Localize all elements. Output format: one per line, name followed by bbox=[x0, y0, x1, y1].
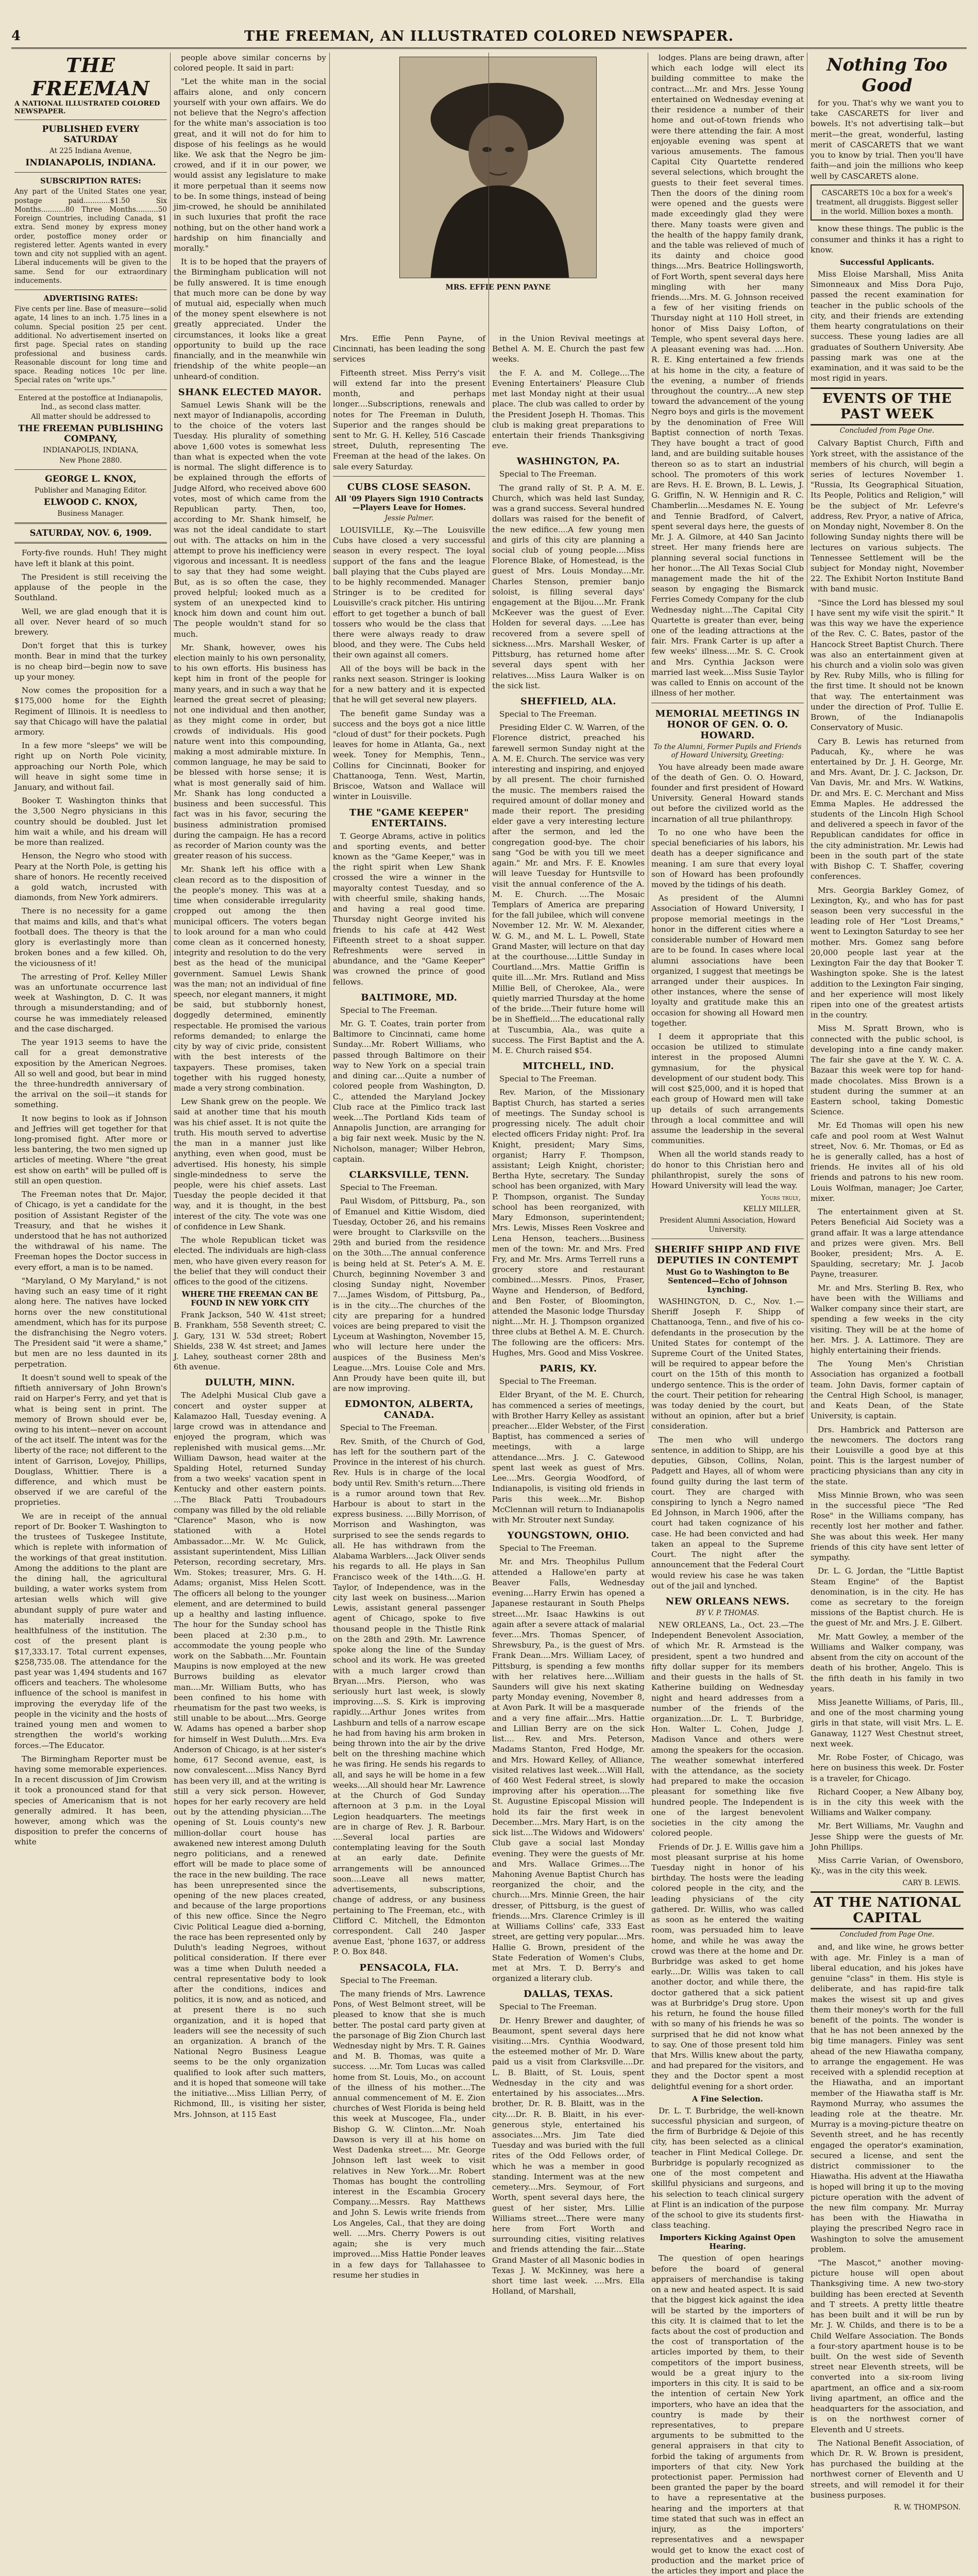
paragraph: NEW ORLEANS, La., Oct. 23.—The Independent Benevolent Association, of which Mr. R. Armstead is the president, spent a two hundred and fifty dollar supper for its members and their guests in the halls of St. Katherine building on Wednesday night and heard addresses from a number of the friends of the organization....Dr. L. T. Burbridge, Hon. Walter L. Cohen, Judge J. Madison Vance and others were among the speakers for the occasion. The weather somewhat interfered with the attendance, as the society had prepared to make the occasion pleasant for something like five hundred people. The Independent is one of the largest benevolent societies in the city among the colored people. bbox=[651, 1620, 804, 1838]
paragraph: people above similar concerns by colored people. It said in part: bbox=[174, 53, 326, 73]
paragraph: Special to The Freeman. bbox=[499, 2002, 597, 2012]
flag-subtitle: A NATIONAL ILLUSTRATED COLORED NEWSPAPER. bbox=[14, 100, 160, 115]
paragraph: The Young Men's Christian Association has organized a football team. John Davis, former captain of the Central High School, is manager, and Keats Dean, of the State University, is captain. bbox=[811, 1359, 964, 1421]
headline-new-orleans: NEW ORLEANS NEWS. bbox=[665, 1596, 790, 1607]
paragraph: It now begins to look as if Johnson and Jeffries will get together for that long-promised fight. After more or less bantering, the two men signed up articles of meeting. Where "the great est show on earth" will be pulled off is still an open question. bbox=[14, 1113, 167, 1185]
headline-applicants: Successful Applicants. bbox=[840, 258, 934, 267]
paragraph: "Since the Lord has blessed my soul I have sent my wife visit the spirit." It was this way we have the experience of the Rev. C. C. Bates, pastor of the Hancock Street Baptist Church. There was also an entertainment given at his church and a violin solo was given by Rev. Ruby Mills, who is filling for the first time. It should not be known that way. The entertainment was under the direction of Prof. Tullie E. Brown, of the Indianapolis Conservatory of Music. bbox=[811, 598, 964, 733]
paragraph: It doesn't sound well to speak of the fiftieth anniversary of John Brown's raid on Harper's Ferry, and yet that is what is being sent in print. The memory of Brown should ever be, owing to his intent—never on account of the act itself. The intent was for the liberty of the race; not different to the intent of Garrison, Lovejoy, Phillips, Douglass, Whittier. There is a difference, and which must be observed if we are careful of the proprieties. bbox=[14, 1372, 167, 1507]
paragraph: the F. A. and M. College....The Evening Entertainers' Pleasure Club met last Monday night at their usual place. The club was called to order by the President Joseph H. Thomas. This club is making great preparations to entertain their friends Thanksgiving eve. bbox=[492, 368, 645, 451]
headline-importers: Importers Kicking Against Open Hearing. bbox=[660, 2233, 796, 2251]
paragraph: Booker T. Washington thinks that the 3,500 Negro physicians in this country should be doubled. Just let him wait a while, and his dream will be more than realized. bbox=[14, 796, 167, 848]
subscription-heading: SUBSCRIPTION RATES: bbox=[40, 177, 141, 186]
paragraph: Special to The Freeman. bbox=[340, 1975, 437, 1985]
subhead-sheriff: Must Go to Washington to Be Sentenced—Echo of Johnson Lynching. bbox=[666, 1267, 789, 1294]
paragraph: When all the world stands ready to do honor to this Christian hero and philanthropist, surely the sons of Howard University will lead the way. bbox=[651, 1149, 804, 1191]
paragraph: Special to The Freeman. bbox=[340, 1183, 437, 1193]
publisher: GEORGE L. KNOX, bbox=[45, 473, 137, 484]
paragraph: Richard Cooper, a New Albany boy, is in the city this week with the Williams and Walker company. bbox=[811, 1787, 964, 1818]
paragraph: Mr. Robe Foster, of Chicago, was here on business this week. Dr. Foster is a traveler, for Chicago. bbox=[811, 1753, 964, 1783]
advertising-text: Five cents per line. Base of measure—solid agate, 14 lines to an inch. 1.75 lines in a column. Special position 25 per cent. additional. No advertisement inserted on first page. Special rates on standing professional and business cards. Reasonable discount for long time and space. Reading notices 10c per line. Special rates on "write ups." bbox=[14, 305, 167, 385]
ad-text: for you. That's why we want you to take CASCARETS for liver and bowels. It's not advertising talk—but merit—the great, wonderful, lasting merit of CASCARETS that we want you to know by trial. Then you'll have faith—and join the millions who keep well by CASCARETS alone. bbox=[811, 98, 964, 181]
paragraph: I deem it appropriate that this occasion be utilized to stimulate interest in the proposed Alumni gymnasium, for the physical development of our student body. This will cost $25,000, and it is hoped that each group of Howard men will take up details of such arrangements through a local committee and will assume the leadership in the several communities. bbox=[651, 1032, 804, 1146]
paragraph: Miss Minnie Brown, who was seen in the successful piece "The Red Rose" in the Williams company, has recently lost her mother and father. She was about this week. Her many friends of this city have sent letter of sympathy. bbox=[811, 1490, 964, 1563]
manager: ELWOOD C. KNOX, bbox=[43, 497, 138, 508]
ad-box: CASCARETS 10c a box for a week's treatment, all druggists. Biggest seller in the world. Million boxes a month. bbox=[811, 184, 964, 221]
paragraph: Dr. Henry Brewer and daughter, of Beaumont, spent several days here visiting....Mrs. Cynthia Woodward, the esteemed mother of Mr. D. Ware paid us a visit from Clarksville....Dr. L. B. Blaitt, of St. Louis, spent Wednesday in the city and was entertained by his associates....Mrs. brother, Dr. R. B. Blaitt, was in the city....Dr. R. B. Blaitt, in his ever-generous style, entertained his associates....Mrs. Jim Tate died Tuesday and was buried with the full rites of the Odd Fellows order, of which he was a member in good standing. Interment was at the new cemetery....Mrs. Seymour, of Fort Worth, spent several days here, the guest of her sister, Mrs. Lillie Williams street....There were many here from Fort Worth and surrounding cities, visiting relatives and friends attending the fair....State Grand Master of all Masonic bodies in Texas J. W. McKinney, was here a short time last week. ....Mrs. Ella Holland, of Marshall, bbox=[492, 2015, 645, 2296]
paragraph: Mr. G. T. Coates, train porter from Baltimore to Cincinnati, came home Sunday....Mr. Robert Williams, who passed through Baltimore on their way to New York on a special train and dining car....Quite a number of colored people from Washington, D. C., attended the Maryland Jockey Club race at the Pimlico track last week....The Portland Kids team of Annapolis Junction, are arranging for a big fair next week. Music by the N. Nicholson, manager; Wilber Hebron, captain. bbox=[333, 1019, 485, 1164]
paragraph: Calvary Baptist Church, Fifth and York street, with the assistance of the members of his church, will begin a series of lectures November 1. "Russia, Its Geographical Situation, Its People, Politics and Religion," will be the subject of Mr. Lefevre's address, Rev. Pryor, a native of Africa, on Monday night, November 8. On the following Sunday nights there will be lectures on various subjects. The Tennessee Settlement will be the subject for Monday night, November 22. The Exhibit Norton Institute Band with band music. bbox=[811, 438, 964, 594]
paragraph: Dr. L. G. Jordan, the "Little Baptist Steam Engine" of the Baptist denomination, is in the city. He has come as secretary to the foreign missions of the Baptist church. He is the guest of Mr. and Mrs. J. E. Gilbert. bbox=[811, 1566, 964, 1628]
issue-date: SATURDAY, NOV. 6, 1909. bbox=[29, 528, 152, 538]
paragraph: All of the boys will be back in the ranks next season. Stringer is looking for a new battery and it is expected that he will get several new players. bbox=[333, 664, 485, 705]
paragraph: The grand rally of St. P. A. M. E. Church, which was held last Sunday, was a grand success. Several hundred dollars was raised for the benefit of the new edifice....A few young men and girls of this city are planning a social club of young people....Miss Florence Blake, of Homestead, is the guest of Mrs. Louis Monday....Mr. Charles Stenson, premier banjo soloist, is filling several days' engagement at the Bijou....Mr. Frank McKeever was the guest of Ever. Holden for several days. ....Lee has recovered from a severe spell of sickness....Mrs. Marshall Wesker, of Pittsburg, has returned home after several days spent with her relatives....Miss Laura Walker is on the sick list. bbox=[492, 483, 645, 690]
byline-cubs: Jessie Palmer. bbox=[384, 514, 434, 522]
headline-mitchell: MITCHELL, IND. bbox=[522, 1061, 614, 1072]
signature-closing: Yours truly, bbox=[761, 1194, 801, 1202]
editorial-paragraphs bbox=[14, 548, 167, 1847]
paragraph: "Maryland, O My Maryland," is not having such an easy time of it right along here. The natives have locked horns over the new constitutional amendment, which has for its purpose the disfranchising the Negro voters. The President said "it were a shame," but men are no less daunted in its perpetration. bbox=[14, 1276, 167, 1369]
paragraph: Rev. Smith, of the Church of God, has left for the southern part of the Province in the interest of his church. Rev. Huls is in charge of the local body until Rev. Smith's return....There is a rumor around town that Rev. Harbour is about to start in the express business. ....Billy Morrison, of Morrison and Washington, was surprised to see the sends regards to all. He has withdrawn from the Alabama Warblers....Jack Oliver sends his regards to all. He plays in San Francisco week of the 14th....G. H. Taylor, of Independence, was in the city last week on business....Marion Lewis, assistant general passenger agent of Chicago, spoke to five thousand people in the Thistle Rink on the 28th and 29th. Mr. Lawrence spoke along the line of the Sunday school and its work. He was greeted with a much larger crowd than Bryan....Mrs. Pierson, who was seriously hurt last week, is slowly improving....S. S. Kirk is improving rapidly....Arthur Jones writes from Lashburn and tells of a narrow escape he had from having his arm broken in being thrown into the air by the drive belt on the threshing machine which he was firing. He sends his regards to all, and says he will be home in a few weeks....All should hear Mr. Lawrence at the Church of God Sunday afternoon at 3 p.m. in the Loyal Legion headquarters. The meetings are in charge of Rev. J. R. Barbour. ....Several local parties are contemplating leaving for the South at an early date. Definite arrangements will be announced soon....Leave all news matter, advertisements, subscriptions, change of address, or any business pertaining to The Freeman, etc., with Clifford C. Mitchell, the Edmonton correspondent. Call 240 Jasper avenue East, 'phone 1637, or address P. O. Box 848. bbox=[333, 1436, 485, 1957]
paragraph: Elder Bryant, of the M. E. Church, has commenced a series of meetings, with Brother Harry Kelley as assistant preacher....Elder Webster, of the First Baptist, has commenced a series of meetings, with a large attendance....Mrs. J. C. Gatewood spent last week as guest of Mrs. Lee....Mrs. Georgia Woodford, of Indianapolis, is visiting old friends in Paris this week....Mr. Bishop McClennan will return to Indianapolis with Mr. Strouter next Sunday. bbox=[492, 1390, 645, 1524]
paragraph: Drs. Hambrick and Patterson are the newcomers. The doctors rang their Louisville a good bye at this point. This is the largest number of practicing physicians than any city in the state. bbox=[811, 1425, 964, 1486]
paragraph: Mr. Shank, however, owes his election mainly to his own personality, to his own efforts. His business has kept him in front of the people for many years, and in such a way that he learned the great secret of pleasing; not one individual and then another, as they might come in order, but crowds of individuals. His good nature went into this compounding, making a most admirable mixture. In common language, he may be said to be blessed with horse sense; it is what is most generally said of him. Mr. Shank has long conducted a business and been successful. This fact was in his favor, securing the business administration promised during the campaign. He has a record as recorder of Marion county was the greater reason of his success. bbox=[174, 642, 326, 861]
paragraph: Lew Shank grew on the people. We said at another time that his mouth was his chief asset. It is not quite the truth. His mouth served to advertise the man in a manner just like anything, even when good, must be advertised. His honesty, his simple single-mindedness to serve the people, were his chief assets. Last Tuesday the people decided it that way, and it is thought, in the best interest of the city. The vote was one of confidence in Lew Shank. bbox=[174, 1097, 326, 1231]
paragraph: Mr. Shank left his office with a clean record as to the disposition of the people's money. This was at a time when considerable irregularity cropped out among the then municipal officers. The voters began to look around for a man who could come clean as it concerned honesty, integrity and resolution to do the very best as the head of the municipal government. Samuel Lewis Shank was the man; not an individual of fine speech, nor elegant manners, it might be said, but stubbornly honest, doggedly determined, eminently respectable. He promised the various reforms demanded; to enlarge the city by way of civic pride, consistent with the best interests of the taxpayers. These promises, taken together with his rugged honesty, made a very strong combination. bbox=[174, 865, 326, 1093]
paragraph: The President is still receiving the applause of the people in the Southland. bbox=[14, 572, 167, 603]
city: INDIANAPOLIS, INDIANA. bbox=[25, 158, 156, 168]
headline-paris: PARIS, KY. bbox=[539, 1363, 597, 1375]
paragraph: Miss Jeanette Williams, of Paris, Ill., and one of the most charming young girls in that state, will visit Mrs. L. E. Ganaway, 1127 West Chestnut street, next week. bbox=[811, 1697, 964, 1749]
paragraph: Special to The Freeman. bbox=[499, 469, 597, 479]
paragraph: Miss Carrie Varian, of Owensboro, Ky., was in the city this week. bbox=[811, 1856, 964, 1876]
paragraph: Don't forget that this is turkey month. Bear in mind that the turkey is no cheap bird—begin now to save up your money. bbox=[14, 641, 167, 682]
headline-washington-pa: WASHINGTON, PA. bbox=[516, 456, 620, 467]
signature-events: CARY B. LEWIS. bbox=[902, 1879, 960, 1888]
paragraph: The Birmingham Reporter must be having some memorable experiences. In a recent discussion of Jim Crowism it took a pronounced stand for that species of Americanism that is not generally admired. It has been, however, among which was the disposition to prefer the concerns of white bbox=[14, 1754, 167, 1847]
paragraph: It is to be hoped that the prayers of the Birmingham publication will not be fully answered. It is time enough that much more can be done by way of mutual aid, especially when much of the money spent elsewhere is not greatly appreciated. Under the circumstances, it looks like a great opportunity to build up the race financially, and in the meanwhile win friendship of the white people—an unheard-of condition. bbox=[174, 257, 326, 381]
paragraph: Frank Jackson, 540 W. 41st street; B. Frankham, 558 Seventh street; C. J. Gary, 131 W. 53d street; Robert Shields, 238 W. 4st street; and James J. Lahey, southeast corner 28th and 6th avenue. bbox=[174, 1310, 326, 1372]
paragraph: The National Benefit Association, of which Dr. R. W. Brown is president, has purchased the building at the northwest corner of Eleventh and U streets, and will remodel it for their business purposes. bbox=[811, 2438, 964, 2500]
paragraph: LOUISVILLE, Ky.—The Louisville Cubs have closed a very successful season in every respect. The loyal support of the fans and the league ball playing that the Cubs played are to be highly recommended. Manager Stringer is to be credited for Louisville's crack pitcher. His untiring effort to get together a bunch of ball tossers who would be the class that there were always ready to draw blood, and they were. The Cubs held their own against all comers. bbox=[333, 525, 485, 660]
paragraph: Special to The Freeman. bbox=[499, 1377, 597, 1386]
subhead-cubs: All '09 Players Sign 1910 Contracts—Players Leave for Homes. bbox=[335, 494, 483, 512]
masthead bbox=[11, 25, 967, 49]
signature-capital: R. W. THOMPSON. bbox=[893, 2503, 960, 2512]
company-city: INDIANAPOLIS, INDIANA, bbox=[43, 446, 139, 455]
paragraph: The benefit game Sunday was a success and the boys got a nice little "cloud of dust" for their pockets. Pugh leaves for home in Atlanta, Ga., next week. Toney for Memphis, Tenn., Collins for Cincinnati, Booker for Chattanooga, Tenn. West, Martin, Briscoe, Watson and Wallace will winter in Louisville. bbox=[333, 708, 485, 802]
concluded-capital: Concluded from Page One. bbox=[839, 1930, 935, 1939]
paragraph: Henson, the Negro who stood with Peary at the North Pole, is getting his share of honors. He recently received a gold watch, incrusted with diamonds, from New York admirers. bbox=[14, 851, 167, 903]
address: At 225 Indiana Avenue, bbox=[49, 147, 132, 155]
concluded-events: Concluded from Page One. bbox=[839, 427, 935, 435]
paragraph: Well, we are glad enough that it is all over. Never heard of so much brewery. bbox=[14, 606, 167, 637]
paragraph: There is no necessity for a game that maims and kills, and that's what football does. The theory is that the glory is everlastingly more than broken bones and a few killed. Oh, the viciousness of it! bbox=[14, 906, 167, 968]
headline-cubs: CUBS CLOSE SEASON. bbox=[347, 481, 471, 493]
headline-clarksville: CLARKSVILLE, TENN. bbox=[349, 1170, 469, 1181]
paragraph: Mr. Ed Thomas will open his new cafe and pool room at West Walnut street, Nov. 6. Mr. Thomas, or Ed as he is generally called, has a host of friends. He invites all of his old friends and patrons to his new room. Louis Wolfman, manager; Joe Carter, mixer. bbox=[811, 1121, 964, 1203]
paragraph: lodges. Plans are being drawn, after which each lodge will elect its building committee to make the contract....Mr. and Mrs. Jesse Young entertained on Wednesday evening at their residence a number of their home and out-of-town friends who were there attending the fair. A most enjoyable evening was spent at various amusements. The famous Capital City Quartette rendered several selections, which brought the guests to their feet several times. Then the doors of the dining room were opened and the guests were made exceedingly glad they were there. Many toasts were given and the health of the happy family drank, and the table was relieved of much of its dainty and choice good things....Mrs. Beatrice Hollingsworth, of Fort Worth, spent several days here mingling with her many friends....Mrs. M. G. Johnson received a few of her visiting friends on Thursday night at 110 Holl street, in honor of Miss Daisy Lofton, of Temple, who spent several days here. A pleasant evening was had. ....Hon. R. E. King entertained a few friends at his home in the city, a feature of the evening, a number of friends throughout the country....A new step toward the advancement of the young Negro boys and girls is the movement by the denomination of Free Will Baptist connection of north Texas. They have bought a tract of good land, and are building suitable houses thereon so as to start an industrial school. The promoters of this work are Revs. H. E. Brown, B. L. Lewis, J. G. Griffin, N. W. Hennigin and R. C. Chamberlin....Mesdames N. E. Young and Tennie Bradford, of Calvert, spent several days here, the guests of Mr. J. A. Gilmore, at 440 San Jacinto street. Her many friends here are planning several social functions in her honor....The All Texas Social Club management made the hit of the season by engaging the Bismarck Ferries Comedy Company for the club Wednesday night....The Capital City Quartette is greater than ever, being one of the leading attractions at the fair. Mrs. Frank Carter is up after a few weeks' illness....Mr. S. C. Crook and Mrs. Cynthia Jackson were married last week....Miss Susie Taylor was called to Ennis on account of the illness of her mother. bbox=[651, 53, 804, 698]
paragraph: The many friends of Mrs. Lawrence Pons, of West Belmont street, will be pleased to know that she is much better. The postal card party given at the parsonage of Big Zion Church last Wednesday night by Mrs. T. R. Gaines and M. B. Thomas, was quite a success. ....Mr. Tom Lucas was called home from St. Louis, Mo., on account of the illness of his mother....The annual commencement of M. E. Zion churches of West Florida is being held this week at Muscogee, Fla., under Bishop G. W. Clinton....Mr. Noah Dawson is very ill at his home on West Dadenka street.... Mr. George Johnson left last week to visit relatives in New York....Mr. Robert Thomas has bought the controlling interest in the Escambia Grocery Company....Messrs. Ray Matthews and John S. Lewis write friends from Los Angeles, Cal., that they are doing well. ....Mrs. Cherry Powers is out again; she is very much improved....Miss Hattie Ponder leaves in a few days for Tallahassee to resume her studies in bbox=[333, 1989, 485, 2280]
paragraph: The Freeman notes that Dr. Major, of Chicago, is yet a candidate for the position of Assistant Register of the Treasury, and that he wishes it understood that he has not authorized the withdrawal of his name. The Freeman hopes the Doctor success in every effort, a man is to be named. bbox=[14, 1190, 167, 1272]
headline-sheriff: SHERIFF SHIPP AND FIVE DEPUTIES IN CONTEMPT bbox=[654, 1244, 801, 1266]
paragraph: Mrs. Georgia Barkley Gomez, of Lexington, Ky., and who has for past season been very successful in the leading role of Her "Lost Dreams," went to Lexington Saturday to see her mother. Mrs. Gomez sang before 20,000 people last year at the Lexington Fair the day that Booker T. Washington spoke. She is the latest addition to the Lexington Fair singing, and her experience will most likely ripen into one of the greatest artists in the country. bbox=[811, 885, 964, 1020]
headline-pensacola: PENSACOLA, FLA. bbox=[359, 1962, 459, 1973]
column-4 bbox=[489, 53, 648, 2296]
paragraph: To no one who have been the special beneficiaries of his labors, his death has a deeper significance and meaning. I am sure that every loyal son of Howard has been profoundly moved by the tidings of his death. bbox=[651, 827, 804, 889]
memorial-salutation: To the Alumni, Former Pupils and Friends of Howard University, Greeting: bbox=[653, 742, 802, 759]
page-number: 4 bbox=[11, 28, 21, 44]
paragraph: Forty-five rounds. Huh! They might have left it blank at this point. bbox=[14, 548, 167, 568]
signature-title: President Alumni Association, Howard University. bbox=[659, 1216, 796, 1234]
manager-role: Business Manager. bbox=[57, 510, 124, 518]
ad-title: Nothing Too Good bbox=[827, 55, 948, 96]
advertising-heading: ADVERTISING RATES: bbox=[43, 294, 138, 303]
headline-game-keeper: THE "GAME KEEPER" ENTERTAINS. bbox=[349, 807, 469, 829]
paragraph: As president of the Alumni Association of Howard University, I propose memorial meetings in the honor in the different cities where a considerable number of Howard men are to be found. In cases where local alumni associations have been organized, I suggest that meetings be arranged under their auspices. In other instances, where the sense of loyalty and gratitude make this an occasion for showing all Howard men together. bbox=[651, 893, 804, 1028]
company-name: THE FREEMAN PUBLISHING COMPANY, bbox=[18, 423, 163, 445]
paragraph: The question of open hearings before the board of general appraisers of merchandise is taking on a new and heated aspect. It is said that the biggest kick against the idea will be started by the importers of this city. It is claimed that to let the facts about the cost of production and the cost of transportation of the articles imported by them, to their competitors of the import business, would be a great injury to the importers in this city. It is said to be the intention of certain New York importers, who have an idea that the country is made by their representatives, to prepare arguments to be submitted to the general appraisers in that city to forbid the taking of arguments from importers of that city. New York protectionist paper. Permission had been granted the paper by the board to have a representative at the hearing and the importers at that time stated that such was in effect an injury, as the importers' representatives and a newspaper would get to know the exact cost of production and the market price of the articles they import and place the bbox=[651, 2253, 804, 2575]
paragraph: Fifteenth street. Miss Perry's visit will extend far into the present month, and perhaps longer....Subscriptions, renewals and notes for The Freeman in Duluth, Superior and the ranges should be sent to Mr. G. H. Kelley, 516 Cascade street, Duluth, representing The Freeman at the head of the lakes. On sale every Saturday. bbox=[333, 368, 485, 471]
paragraph: We are in receipt of the annual report of Dr. Booker T. Washington to the trustees of Tuskegee Institute, which is replete with information of the workings of that great institution. Among the additions to the plant are the dining hall, the agricultural building, a water works system from artesian wells which will give abundant supply of pure water and has materially increased the healthfulness of the institution. The cost of the present plant is $17,333.17. Total current expenses, $258,735.08. The attendance for the past year was 1,494 students and 167 officers and teachers. The wholesome influence of the school is manifest in improving the everyday life of the people in the vicinity and the hosts of trained young men and women to strengthen the world's working forces.—The Educator. bbox=[14, 1511, 167, 1750]
paragraph: Cary B. Lewis has returned from Paducah, Ky., where he was entertained by Dr. J. H. George, Mr. and Mrs. Avant, Dr. J. C. Jackson, Dr. Van Davis, Mr. and Mrs. W. Watkins, Dr. and Mrs. E. C. Merchant and Miss Emma Maples. He addressed the students of the Lincoln High School and delivered a speech in favor of the Republican candidates for office in the city administration. Mr. Lewis had been in the south part of the state with Bishop C. T. Shaffer, covering conferences. bbox=[811, 736, 964, 882]
address-to: All matter should be addressed to bbox=[31, 413, 150, 421]
headline-shank: SHANK ELECTED MAYOR. bbox=[178, 386, 322, 398]
headline-edmonton: EDMONTON, ALBERTA, CANADA. bbox=[344, 1399, 474, 1421]
published: PUBLISHED EVERY SATURDAY bbox=[42, 124, 140, 145]
flag-name: THE FREEMAN bbox=[31, 54, 150, 100]
headline-youngstown: YOUNGSTOWN, OHIO. bbox=[507, 1530, 630, 1541]
paragraph: The men who will undergo sentence, in addition to Shipp, are his deputies, Gibson, Collins, Nolan, Padgett and Hayes, all of whom were found guilty during the last term of court. They are charged with conspiring to lynch a Negro named Ed Johnson, in March 1906, after the court had taken cognizance of his case. He had been convicted and had taken an appeal to the Supreme Court. The night after the announcement that the Federal Court would review his case he was taken out of the jail and lynched. bbox=[651, 1435, 804, 1590]
phone: New Phone 2880. bbox=[59, 456, 122, 465]
paragraph: know these things. The public is the consumer and thinks it has a right to know. bbox=[811, 224, 964, 255]
paragraph: Special to The Freeman. bbox=[499, 1544, 597, 1553]
paragraph: You have already been made aware of the death of Gen. O. O. Howard, founder and first president of Howard University. General Howard stands out before the civilized world as the incarnation of all true philanthropy. bbox=[651, 762, 804, 824]
paragraph: The entertainment given at St. Peters Beneficial Aid Society was a grand affair. It was a large attendance and prizes were given. Mrs. Bell Booker, president; Mrs. A. E. Spaulding, secretary; Mr. J. Jacob Payne, treasurer. bbox=[811, 1207, 964, 1279]
headline-duluth: DULUTH, MINN. bbox=[205, 1377, 295, 1388]
column-3 bbox=[330, 53, 489, 2280]
entered-notice: Entered at the postoffice at Indianapolis, Ind., as second class matter. bbox=[18, 394, 163, 411]
headline-where: WHERE THE FREEMAN CAN BE FOUND IN NEW YORK CITY bbox=[181, 1290, 318, 1308]
paragraph: The whole Republican ticket was elected. The individuals are high-class men, who have given every reason for the belief that they will conduct their offices to the good of the citizens. bbox=[174, 1235, 326, 1286]
paragraph: Rev. Marion, of the Missionary Baptist Church, has started a series of meetings. The Sunday school is progressing nicely. The adult choir elected officers Friday night: Prof. Ira Knight, president; Mary Sims, organist; Harry F. Thompson, assistant; Leigh Knight, chorister; Bertha Hyte, secretary. The Sunday school has been organized, with Mary P. Thompson, organist. The Sunday school has been reorganized, with Mary Edmonson, superintendent; Mrs. Lewis, Misses Reen Voskree and Lena Henson, teachers....Business men of the town: Mr. and Mrs. Fred Fry, and Mr. Mrs. Arms Terrell runs a grocery store and restaurant combined....Messrs. Pinos, Fraser, Wayne and Henderson, of Bedford, and Ben Foster, of Bloomington, attended the Masonic lodge Thursday night....Mr. H. J. Thompson organized three clubs at Bethel A. M. E. Church. The following are the officers: Mrs. Hughes, Mrs. Good and Miss Voskree. bbox=[492, 1088, 645, 1358]
paragraph: Mr. Bert Williams, Mr. Vaughn and Jesse Shipp were the guests of Mr. John Phillips. bbox=[811, 1821, 964, 1852]
caption-left: Mrs. Effie Penn Payne, of Cincinnati, has been leading the song services bbox=[333, 334, 485, 364]
paragraph: Miss M. Spratt Brown, who is connected with the public school, is developing into a fine candy maker. The fair she gave at the Y. W. C. A. Bazaar this week were top for hand-made chocolates. Miss Brown is a student during the summer at an Eastern school, taking Domestic Science. bbox=[811, 1024, 964, 1117]
column-5 bbox=[648, 53, 807, 2575]
paragraph: WASHINGTON, D. C., Nov. 1.—Sheriff Joseph F. Shipp of Chattanooga, Tenn., and five of his co-defendants in the prosecution by the United States for contempt of the Supreme Court of the United States, will be required to appear before the court on the 15th of this month to undergo sentence. This is the order of the court. Their petition for rehearing was today denied by the court, but without an opinion, after but a brief consideration. bbox=[651, 1296, 804, 1431]
paragraph: Special to The Freeman. bbox=[499, 709, 597, 719]
column-1 bbox=[11, 53, 171, 1847]
headline-sheffield: SHEFFIELD, ALA. bbox=[520, 696, 616, 707]
paragraph: The arresting of Prof. Kelley Miller was an unfortunate occurrence last week at Washington, D. C. It was through a misunderstanding; and of course he was immediately released and the case discharged. bbox=[14, 972, 167, 1033]
column-2 bbox=[171, 53, 330, 2119]
paragraph: "Let the white man in the social affairs alone, and only concern yourself with your own affairs. We do not believe that the Negro's affection for the white man's association is too great, and it will not do for him to dispose of his feelings as he would like. We ask that the Negro be jim-crowed, and if it in our power, we would assist any legislature to make it more perpetual than it seems now to be. In some things, instead of being jim-crowed, he should be annihilated in such luxuries that profit the race nothing, but on the other hand work a hardship on him financially and morally." bbox=[174, 77, 326, 253]
byline-new-orleans: BY V. P. THOMAS. bbox=[696, 1608, 760, 1617]
paragraph: Mr. and Mrs. Sterling B. Rex, who have been with the Williams and Walker company since their start, are spending a few weeks in the city visiting. They will be at the home of her. Mrs. J. A. Lattimore. They are highly entertaining their friends. bbox=[811, 1283, 964, 1355]
paragraph: Friends of Dr. J. E. Willis gave him a most pleasant surprise at his home Tuesday night in honor of his birthday. The hosts were the leading colored people in the city, and the leading physicians of the city gathered. Dr. Willis, who was called as soon as he entered the waiting room, was persuaded him to leave home, and while he was away the crowd was there at the home and Dr. Burbridge was asked to get home early....Dr. Willis was taken to call another doctor, and while there, the doctor gathered that a sick patient was at Burbridge's Drug store. Upon his return, he found the house filled with so many of his friends he was so surprised that he did not know what to say. One of those present told him that Mrs. Willis knew about the party, and had prepared for the visitors, and they and the Doctor spent a most delightful evening for a short order. bbox=[651, 1842, 804, 2091]
paragraph: Samuel Lewis Shank will be the next mayor of Indianapolis, according to the choice of the voters last Tuesday. His plurality of something above 1,600 votes is somewhat less than what is expected when the vote is normal. The slight difference is to be explained through the efforts of Judge Alford, who received above 600 votes, most of which came from the Republican party. Then, too, according to Mr. Shank himself, he was not the ideal candidate to start out with. The attacks on him in the attempt to prove his inefficiency were vigorous and incessant. It is needless to say that they had some weight. But, as is so often the case, they proved helpful; looked much as a system of an unexpected kind to knock him down and count him out. The people wouldn't stand for so much. bbox=[174, 400, 326, 639]
paragraph: T. George Abrams, active in politics and sporting events, and better known as the "Game Keeper," was in the right spirit when Lew Shank crossed the wire a winner in the mayoralty contest Tuesday, and so with cheerful smile, shaking hands, and having a real good time. Thursday night George invited his friends to his cafe at 442 West Fifteenth street to a shoat supper. Refreshments were served in abundance, and the "Game Keeper" was crowned the prince of good fellows. bbox=[333, 831, 485, 987]
banner-capital: AT THE NATIONAL CAPITAL bbox=[811, 1891, 964, 1929]
paragraph: Presiding Elder C. W. Warren, of the Florence district, preached his farewell sermon Sunday night at the A. M. E. Church. The service was very interesting and inspiring, and enjoyed by all present. The choir furnished the music. The members raised the required amount of dollar money and made their report. The presiding elder gave a very interesting lecture after the sermon, and led the congregation good-bye. The choir sang "God be with you till we meet again." Mr. and Mrs. F. E. Knowles will leave Tuesday for Huntsville to visit the annual conference of the A. M. E. Church. ....The Mosaic Templars of America are preparing for the fall jubilee, which will convene November 12. Mr. W. M. Alexander, W. G. M., and M. L. L. Powell, State Grand Master, will lecture on that day at the courthouse....Little Sunday in Courtland....Mrs. Mattie Griffin is quite ill....Mr. Mrs. Rutland and Miss Millie Bell, of Cherokee, Ala., were quietly married Thursday at the home of the bride....Their future home will be in Sheffield....The educational rally at Tuscumbia, Ala., was quite a success. The First Baptist and the A. M. E. Church raised $54. bbox=[492, 723, 645, 1055]
paragraph: Special to The Freeman. bbox=[340, 1423, 437, 1433]
headline-dallas: DALLAS, TEXAS. bbox=[524, 1989, 613, 2000]
signature-name: KELLY MILLER, bbox=[743, 1205, 801, 1214]
column-6 bbox=[807, 53, 967, 2512]
caption-right: in the Union Revival meetings at Bethel A. M. E. Church the past few weeks. bbox=[492, 334, 645, 364]
paragraph: Mr. Matt Gowley, a member of the Williams and Walker company, was absent from the city on account of the death of his brother, Angelo. This is the fifth death in his family in two years. bbox=[811, 1632, 964, 1693]
paragraph: In a few more "sleeps" we will be right up on North Pole vicinity, approaching our North Pole, which will heave in sight some time in January, and without fail. bbox=[14, 741, 167, 792]
paragraph: The year 1913 seems to have the call for a great demonstrative exposition by the American Negroes. All so well and good, but bear in mind the three-hundredth anniversary of the arrival on the soil—it stands for something. bbox=[14, 1038, 167, 1110]
banner-events: EVENTS OF THE PAST WEEK bbox=[811, 387, 964, 426]
photo-caption: MRS. EFFIE PENN PAYNE bbox=[445, 283, 551, 292]
newspaper-title: THE FREEMAN, AN ILLUSTRATED COLORED NEWSPAPER. bbox=[244, 28, 734, 44]
paragraph: Now comes the proposition for a $175,000 home for the Eighth Regiment of Illinois. It is needless to say that Chicago will have the palatial armory. bbox=[14, 686, 167, 737]
paragraph: Paul Wisdom, of Pittsburg, Pa., son of Emanuel and Kittie Wisdom, died Tuesday, October 26, and his remains were brought to Clarksville on the 29th and buried from the residence on the 30th....The annual conference is being held at St. Peter's A. M. E. Church, beginning November 3 and closing Sunday night, November 7....James Wisdom, of Pittsburg, Pa., is in the city....The churches of the city are preparing for a hundred voices are being prepared to visit the Lyceum at Washington, November 15, who will lecture here under the auspices of the Business Men's League....Mrs. Louise Cole and Mrs. Ann Proudy have been quite ill, but are now improving. bbox=[333, 1196, 485, 1394]
subscription-text: Any part of the United States one year, postage paid............$1.50 Six Months...........80 Three Months..........50 Foreign Countries, including Canada, $1 extra. Send money by express money order, postoffice money order or registered letter. Agents wanted in every town and city not supplied with an agent. Liberal inducements will be given to the same. Send for our extraordinary inducements. bbox=[14, 188, 167, 285]
flag bbox=[14, 54, 167, 115]
paragraph: "The Mascot," another moving-picture house will open about Thanksgiving time. A new two-story building has been erected at Seventh and T streets. A pretty little theatre has been built and it will be run by Mr. J. W. Childs, and there is to be a Child Welfare Association. The Bonds a four-story apartment house is to be built. On the west side of Seventh street near Eleventh streets, will be converted into a six-room living apartment, an office and a six-room living apartment, an office and the headquarters for the association, and is on the northwest corner of Eleventh and U streets. bbox=[811, 2258, 964, 2434]
paragraph: Mr. and Mrs. Theophilus Pullum attended a Hallowe'en party at Beaver Falls, Wednesday evening....Harry Erwin has opened a Japanese restaurant in South Phelps street....Mr. Isaac Hawkins is out again after a severe attack of malarial fever....Mrs. Thomas Spencer, of Shrewsbury, Pa., is the guest of Mrs. Frank Dean....Mrs. William Lacey, of Pittsburg, is spending a few months with her relatives here....William Saunders will give his next skating party Monday evening, November 8, at Avon Park. It will be a masquerade and a very fine affair....Mrs. Hattie and Lillian Berry are on the sick list.... Rev. and Mrs. Peterson, Madams Stanton, Fred Hodge, Mr. and Mrs. Howard Kelley, of Alliance, visited relatives last week....Will Hall, of 460 West Federal street, is slowly improving after his operation....The St. Augustine Episcopal Mission will hold its fair the first week in December....Mrs. Mary Hart, is on the sick list....The Widows and Widowers' Club gave a social last Monday evening. They were the guests of Mr. and Mrs. Wallace Grimes....The Mahoning Avenue Baptist Church has reorganized the choir, and the church....Mrs. Minnie Green, the hair dresser, of Pittsburg, is the guest of friends....Mrs. Clarence Crimley is ill at Williams Collins' cafe, 333 East street, are getting very popular....Mrs. Hallie G. Brown, president of the State Federation of Women's Clubs, met at Mrs. T. D. Berry's and organized a literary club. bbox=[492, 1557, 645, 1984]
paragraph: Special to The Freeman. bbox=[499, 1074, 597, 1084]
headline-selection: A Fine Selection. bbox=[692, 2094, 763, 2104]
paragraph: Dr. L. T. Burbridge, the well-known successful physician and surgeon, of the firm of Burbridge & Dejoie of this city, has been selected as a clinical teacher in Flint Medical College. Dr. Burbridge is popularly recognized as one of the most competent and skillful physicians and surgeons, and his selection to teach clinical surgery at Flint is an indication of the purpose of the school to give its students first-class teaching. bbox=[651, 2106, 804, 2230]
headline-baltimore: BALTIMORE, MD. bbox=[361, 992, 458, 1003]
paragraph: Special to The Freeman. bbox=[340, 1005, 437, 1015]
publisher-role: Publisher and Managing Editor. bbox=[35, 486, 147, 495]
paragraph: Miss Eloise Marshall, Miss Anita Simonneaux and Miss Dora Pujo, passed the recent examination for teacher in the public schools of the city, and their friends are extending them hearty congratulations on their success. These young ladies are all graduates of Southern University. Abe passing mark was one at the examination, and it was said to be the most rigid in years. bbox=[811, 269, 964, 383]
paragraph: The Adelphi Musical Club gave a concert and oyster supper at Kalamazoo Hall, Tuesday evening. A large crowd was in attendance and enjoyed the program, which was replenished with musical gems....Mr. William Dawson, head waiter at the Spalding Hotel, returned Sunday from a two weeks' vacation spent in Kentucky and other eastern points. ...The Black Patti Troubadours company was filled by the old reliable "Clarence" Mason, who is now stationed with a Hotel Ambassador....Mr. W. Mc Gulick, assistant superintendent, Miss Lillian Peterson, recording secretary, Mrs. Wm. Stokes; treasurer, Mrs. G. H. Adams; organist, Miss Helen Scott. The officers all belong to the younger element, and are determined to build up a healthy and lasting influence. The hour for the Sunday school has been placed at 2:30 p.m., to accommodate the young people who work on the Sabbath....Mr. Fountain Maupins is now employed at the new Burrows building as elevator man....Mr. William Butts, who has been confined to his home with rheumatism for the past two weeks, is still unable to be about....Mrs. George W. Adams has opened a barber shop for himself in West Duluth....Mrs. Eva Anderson of Chicago, is at her sister's home, 617 Second avenue, east, is now convalescent....Miss Nancy Byrd has been very ill, and at the writing is still a very sick person. However, hopes for her early recovery are held out by the attending physician....The opening of St. Louis county's new million-dollar court house has awakened new interest among Duluth negro politicians, and a renewed effort will be made to place some of the race in the new building. The race has been unrepresented since the opening of the new places created, and because of the large proportions of this new office. Since the Negro Civic Political League died a-borning, the race has been represented only by Duluth's leading Negroes, without political consideration. If there ever was a time when Duluth needed a central representative body to look after the conditions, indices and politics, it is now, and as noticed, and at present there is no such organization, and it is hoped that leaders will see the necessity of such an organization. A branch of the National Negro Business League seems to be the only organization qualified to look after such matters, and it is hoped that someone will take the initiative....Miss Lillian Perry, of Richmond, Ill., is visiting her sister, Mrs. Johnson, at 115 East bbox=[174, 1391, 327, 2119]
headline-memorial: MEMORIAL MEETINGS IN HONOR OF GEN. O. O. HOWARD. bbox=[655, 708, 800, 741]
paragraph: and, and like wine, he grows better with age. Mr. Finley is a man of liberal education, and his jokes have genuine "class" in them. His style is deliberate, and has rapid-fire talk makes the wisest sit up and gives them their money's worth for the full benefit of the points. The wonder is that he has not been annexed by the big time managers. Finley was sent ahead of the new Hiawatha company, to arrange the engagement. He was received with a splendid reception at the Hiawatha, and an important member of the Hiawatha staff is Mr. Raymond Murray, who assumes the leading role at the theatre. Mr. Murray is a moving-picture theatre on Seventh street, and he has recently engaged the operator's examination, secured a license, and sent the district commissioner to the Hiawatha. His advent at the Hiawatha is hoped will bring it up to the moving picture operation with the advent of the new film company. Mr. Murray has been with the Hiawatha in playing the prescribed Negro race in Washington to solve the amusement problem. bbox=[811, 1942, 964, 2254]
